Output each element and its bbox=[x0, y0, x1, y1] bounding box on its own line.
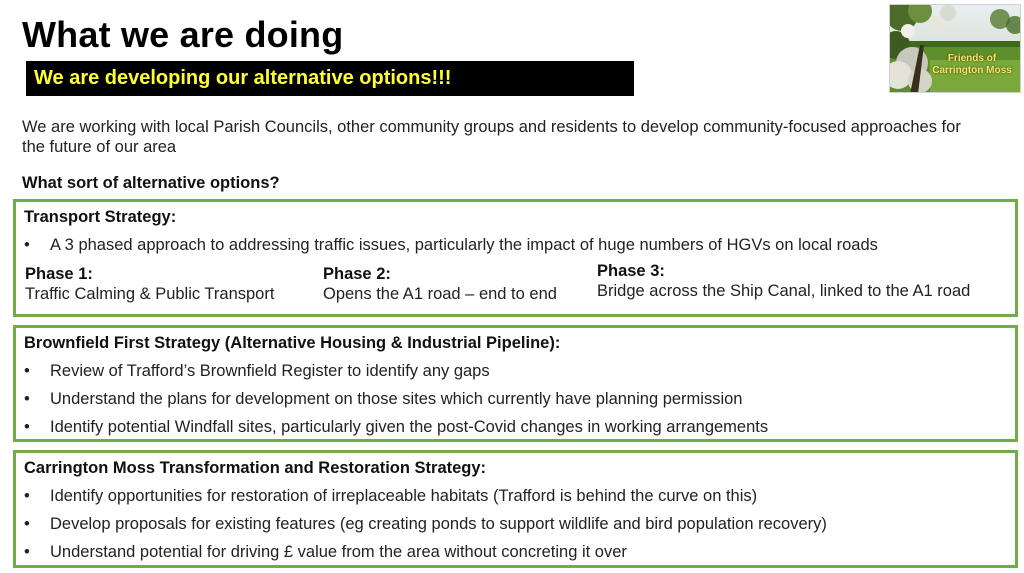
list-item: • Identify opportunities for restoration of irreplaceable habitats (Trafford is behind the curve on this) bbox=[24, 487, 758, 505]
phase-1 bbox=[25, 265, 274, 304]
friends-of-carrington-moss-logo bbox=[889, 4, 1021, 93]
list-item: • Understand potential for driving £ value from the area without concreting it over bbox=[24, 543, 627, 561]
phase-label: Phase 3: bbox=[597, 262, 665, 280]
bullet-icon: • bbox=[24, 487, 30, 505]
landscape-photo-icon bbox=[890, 5, 1021, 93]
phase-description: Opens the A1 road – end to end bbox=[323, 285, 557, 303]
bullet-icon: • bbox=[24, 515, 30, 533]
carrington-moss-strategy-title: Carrington Moss Transformation and Restoration Strategy: bbox=[24, 459, 487, 477]
section-question: What sort of alternative options? bbox=[22, 174, 280, 192]
brownfield-strategy-title: Brownfield First Strategy (Alternative Housing & Industrial Pipeline): bbox=[24, 334, 561, 352]
transport-strategy-box bbox=[13, 199, 1018, 317]
bullet-icon: • bbox=[24, 362, 30, 380]
bullet-icon: • bbox=[24, 543, 30, 561]
phase-2 bbox=[323, 265, 557, 304]
list-item: • Develop proposals for existing features (eg creating ponds to support wildlife and bird population recovery) bbox=[24, 515, 827, 533]
phase-label: Phase 1: bbox=[25, 265, 93, 283]
bullet-icon: • bbox=[24, 418, 30, 436]
bullet-icon: • bbox=[24, 236, 30, 254]
bullet-icon: • bbox=[24, 390, 30, 408]
carrington-moss-strategy-box bbox=[13, 450, 1018, 568]
list-item: • Identify potential Windfall sites, particularly given the post-Covid changes in working arrangements bbox=[24, 418, 769, 436]
transport-strategy-title: Transport Strategy: bbox=[24, 208, 177, 226]
page-title: What we are doing bbox=[22, 14, 344, 55]
phase-label: Phase 2: bbox=[323, 265, 391, 283]
list-item: • Understand the plans for development on those sites which currently have planning permission bbox=[24, 390, 743, 408]
list-item: • Review of Trafford’s Brownfield Register to identify any gaps bbox=[24, 362, 490, 380]
logo-text: Friends of Carrington Moss bbox=[932, 53, 1012, 76]
phase-description: Traffic Calming & Public Transport bbox=[25, 285, 275, 303]
intro-paragraph: We are working with local Parish Councils, other community groups and residents to develop community-focused approaches for the future of our area bbox=[22, 118, 961, 156]
phase-3 bbox=[597, 262, 970, 301]
brownfield-strategy-box bbox=[13, 325, 1018, 442]
banner-text: We are developing our alternative options!!! bbox=[34, 67, 452, 89]
list-item: • A 3 phased approach to addressing traffic issues, particularly the impact of huge numbers of HGVs on local roads bbox=[24, 236, 878, 254]
highlight-banner bbox=[26, 61, 634, 96]
phase-description: Bridge across the Ship Canal, linked to the A1 road bbox=[597, 282, 971, 300]
